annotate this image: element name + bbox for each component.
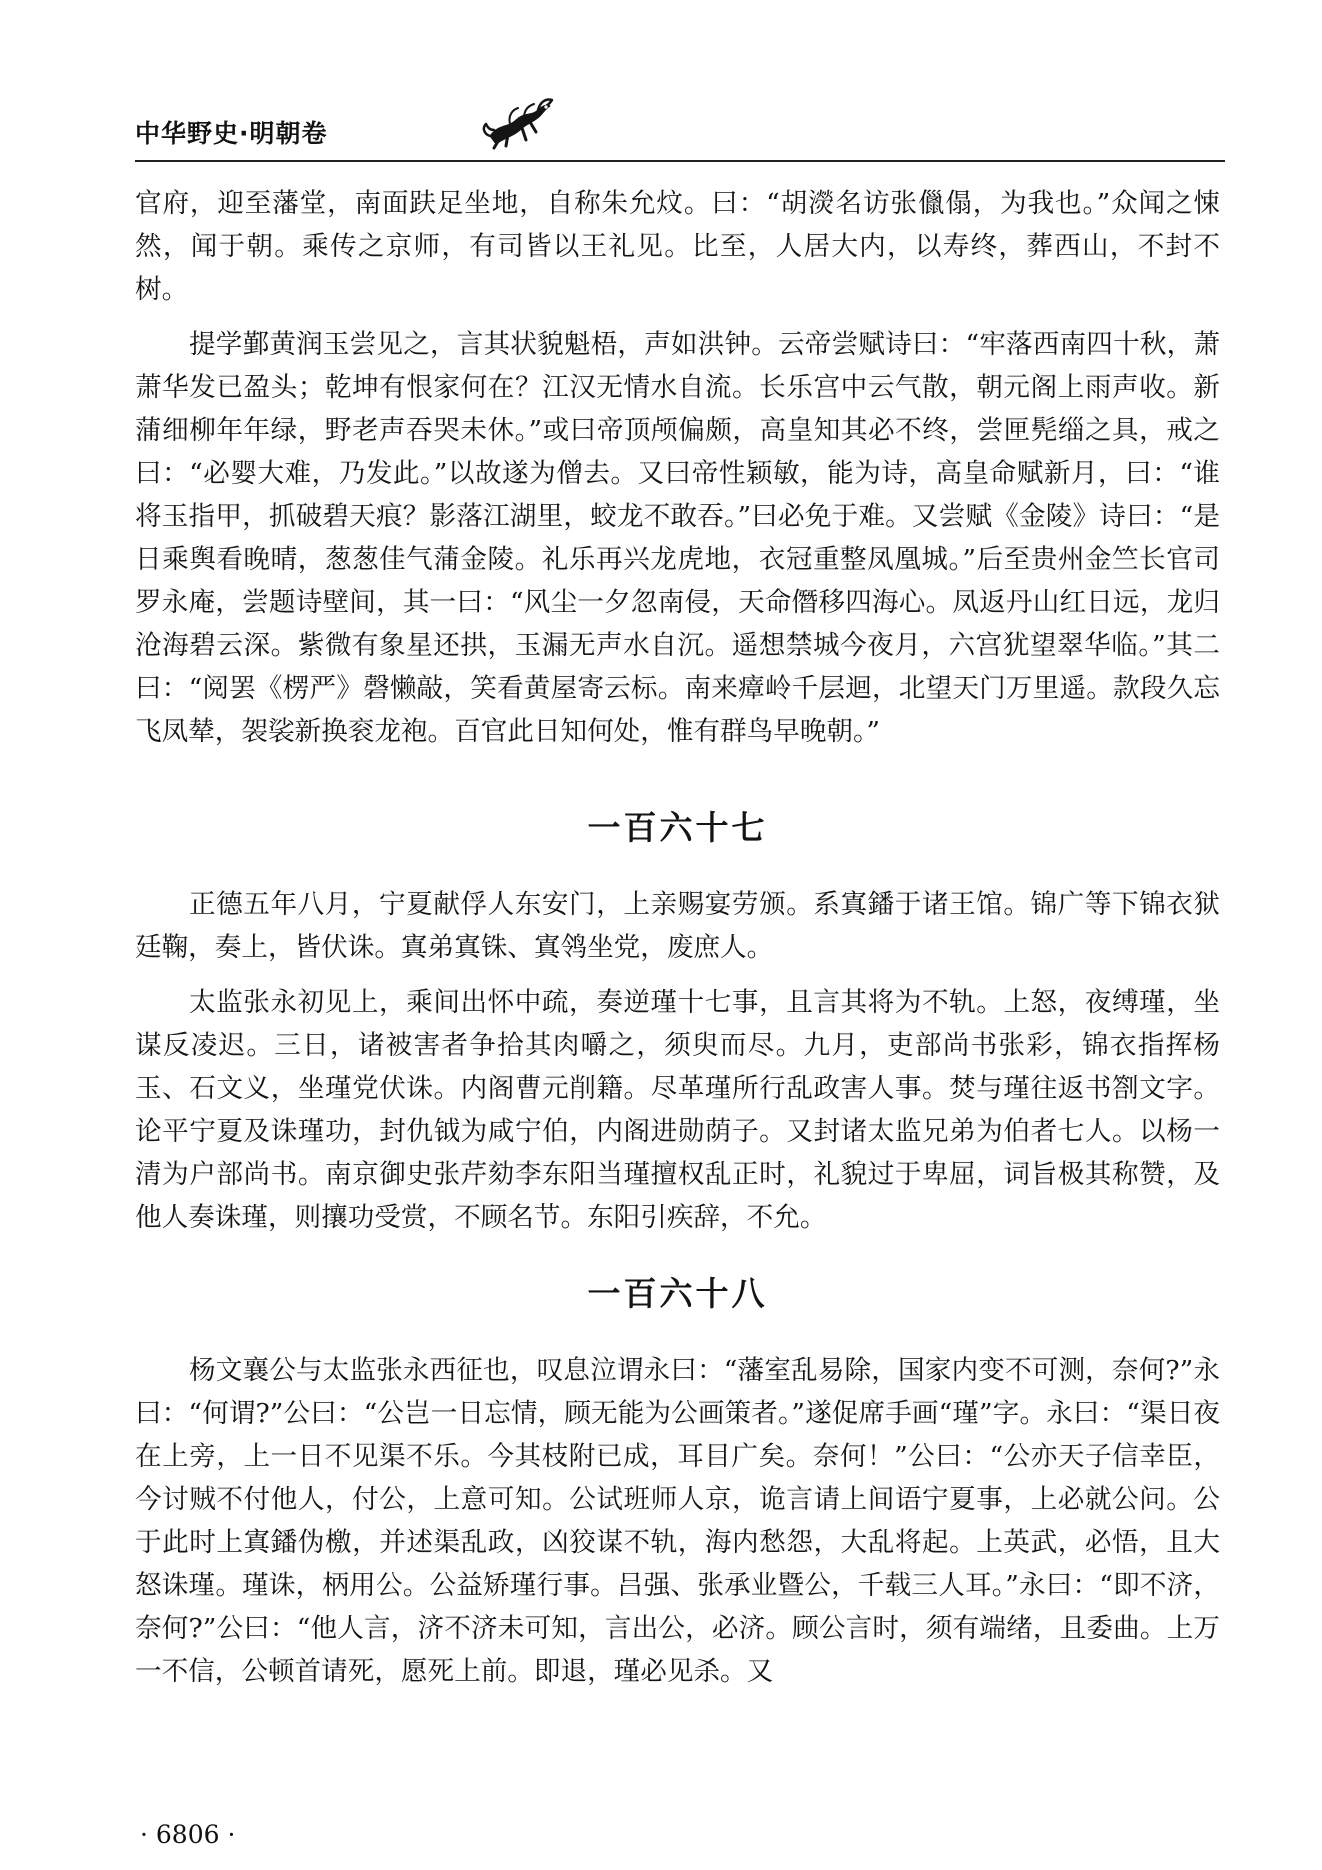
page-body	[135, 182, 1220, 1693]
book-title: 中华野史·明朝卷	[135, 119, 328, 148]
paragraph: 提学鄞黄润玉尝见之，言其状貌魁梧，声如洪钟。云帝尝赋诗曰：“牢落西南四十秋，萧萧华发已盈头；乾坤有恨家何在？江汉无情水自流。长乐宫中云气散，朝元阁上雨声收。新蒲细柳年年绿，野老声吞哭未休。”或曰帝顶颅偏颇，高皇知其必不终，尝匣髡缁之具，戒之曰：“必婴大难，乃发此。”以故遂为僧去。又曰帝性颖敏，能为诗，高皇命赋新月，曰：“谁将玉指甲，抓破碧天痕？影落江湖里，蛟龙不敢吞。”曰必免于难。又尝赋《金陵》诗曰：“是日乘舆看晚晴，葱葱佳气蒲金陵。礼乐再兴龙虎地，衣冠重整凤凰城。”后至贵州金竺长官司罗永庵，尝题诗壁间，其一曰：“风尘一夕忽南侵，天命僭移四海心。凤返丹山红日远，龙归沧海碧云深。紫微有象星还拱，玉漏无声水自沉。遥想禁城今夜月，六宫犹望翠华临。”其二曰：“阅罢《楞严》磬懒敲，笑看黄屋寄云标。南来瘴岭千层迴，北望天门万里遥。款段久忘飞凤辇，袈裟新换衮龙袍。百官此日知何处，惟有群鸟早晚朝。”	[135, 329, 1220, 747]
header-rule	[135, 160, 1225, 162]
section-heading: 一百六十八	[587, 1274, 768, 1313]
running-header	[135, 108, 1235, 148]
section-heading: 一百六十七	[587, 808, 768, 847]
paragraph: 杨文襄公与太监张永西征也，叹息泣谓永曰：“藩室乱易除，国家内变不可测，奈何?”永曰：“何谓?”公曰：“公岂一日忘情，顾无能为公画策者。”遂促席手画“瑾”字。永曰：“渠日夜在上旁，上一日不见渠不乐。今其枝附已成，耳目广矣。奈何！”公曰：“公亦天子信幸臣，今讨贼不付他人，付公，上意可知。公试班师人京，诡言请上间语宁夏事，上必就公问。公于此时上寘鐇伪檄，并述渠乱政，凶狡谋不轨，海内愁怨，大乱将起。上英武，必悟，且大怒诛瑾。瑾诛，柄用公。公益矫瑾行事。吕强、张承业暨公，千载三人耳。”永曰：“即不济，奈何?”公曰：“他人言，济不济未可知，言出公，必济。顾公言时，须有端绪，且委曲。上万一不信，公顿首请死，愿死上前。即退，瑾必见杀。又	[135, 1355, 1220, 1687]
page-number: · 6806 ·	[140, 1820, 236, 1849]
dragon-icon	[480, 94, 560, 152]
paragraph: 太监张永初见上，乘间出怀中疏，奏逆瑾十七事，且言其将为不轨。上怒，夜缚瑾，坐谋反凌迟。三日，诸被害者争拾其肉嚼之，须臾而尽。九月，吏部尚书张彩，锦衣指挥杨玉、石文义，坐瑾党伏诛。内阁曹元削籍。尽革瑾所行乱政害人事。焚与瑾往返书劄文字。论平宁夏及诛瑾功，封仇钺为咸宁伯，内阁进勋荫子。又封诸太监兄弟为伯者七人。以杨一清为户部尚书。南京御史张芹劾李东阳当瑾擅权乱正时，礼貌过于卑屈，词旨极其称赞，及他人奏诛瑾，则攘功受赏，不顾名节。东阳引疾辞，不允。	[135, 987, 1220, 1233]
paragraph: 正德五年八月，宁夏献俘人东安门，上亲赐宴劳颁。系寘鐇于诸王馆。锦广等下锦衣狱廷鞠，奏上，皆伏诛。寘弟寘铢、寘鸰坐党，废庶人。	[135, 889, 1220, 963]
paragraph: 官府，迎至藩堂，南面趺足坐地，自称朱允炆。曰：“胡濙名访张儠傝，为我也。”众闻之悚然，闻于朝。乘传之京师，有司皆以王礼见。比至，人居大内，以寿终，葬西山，不封不树。	[135, 188, 1220, 305]
